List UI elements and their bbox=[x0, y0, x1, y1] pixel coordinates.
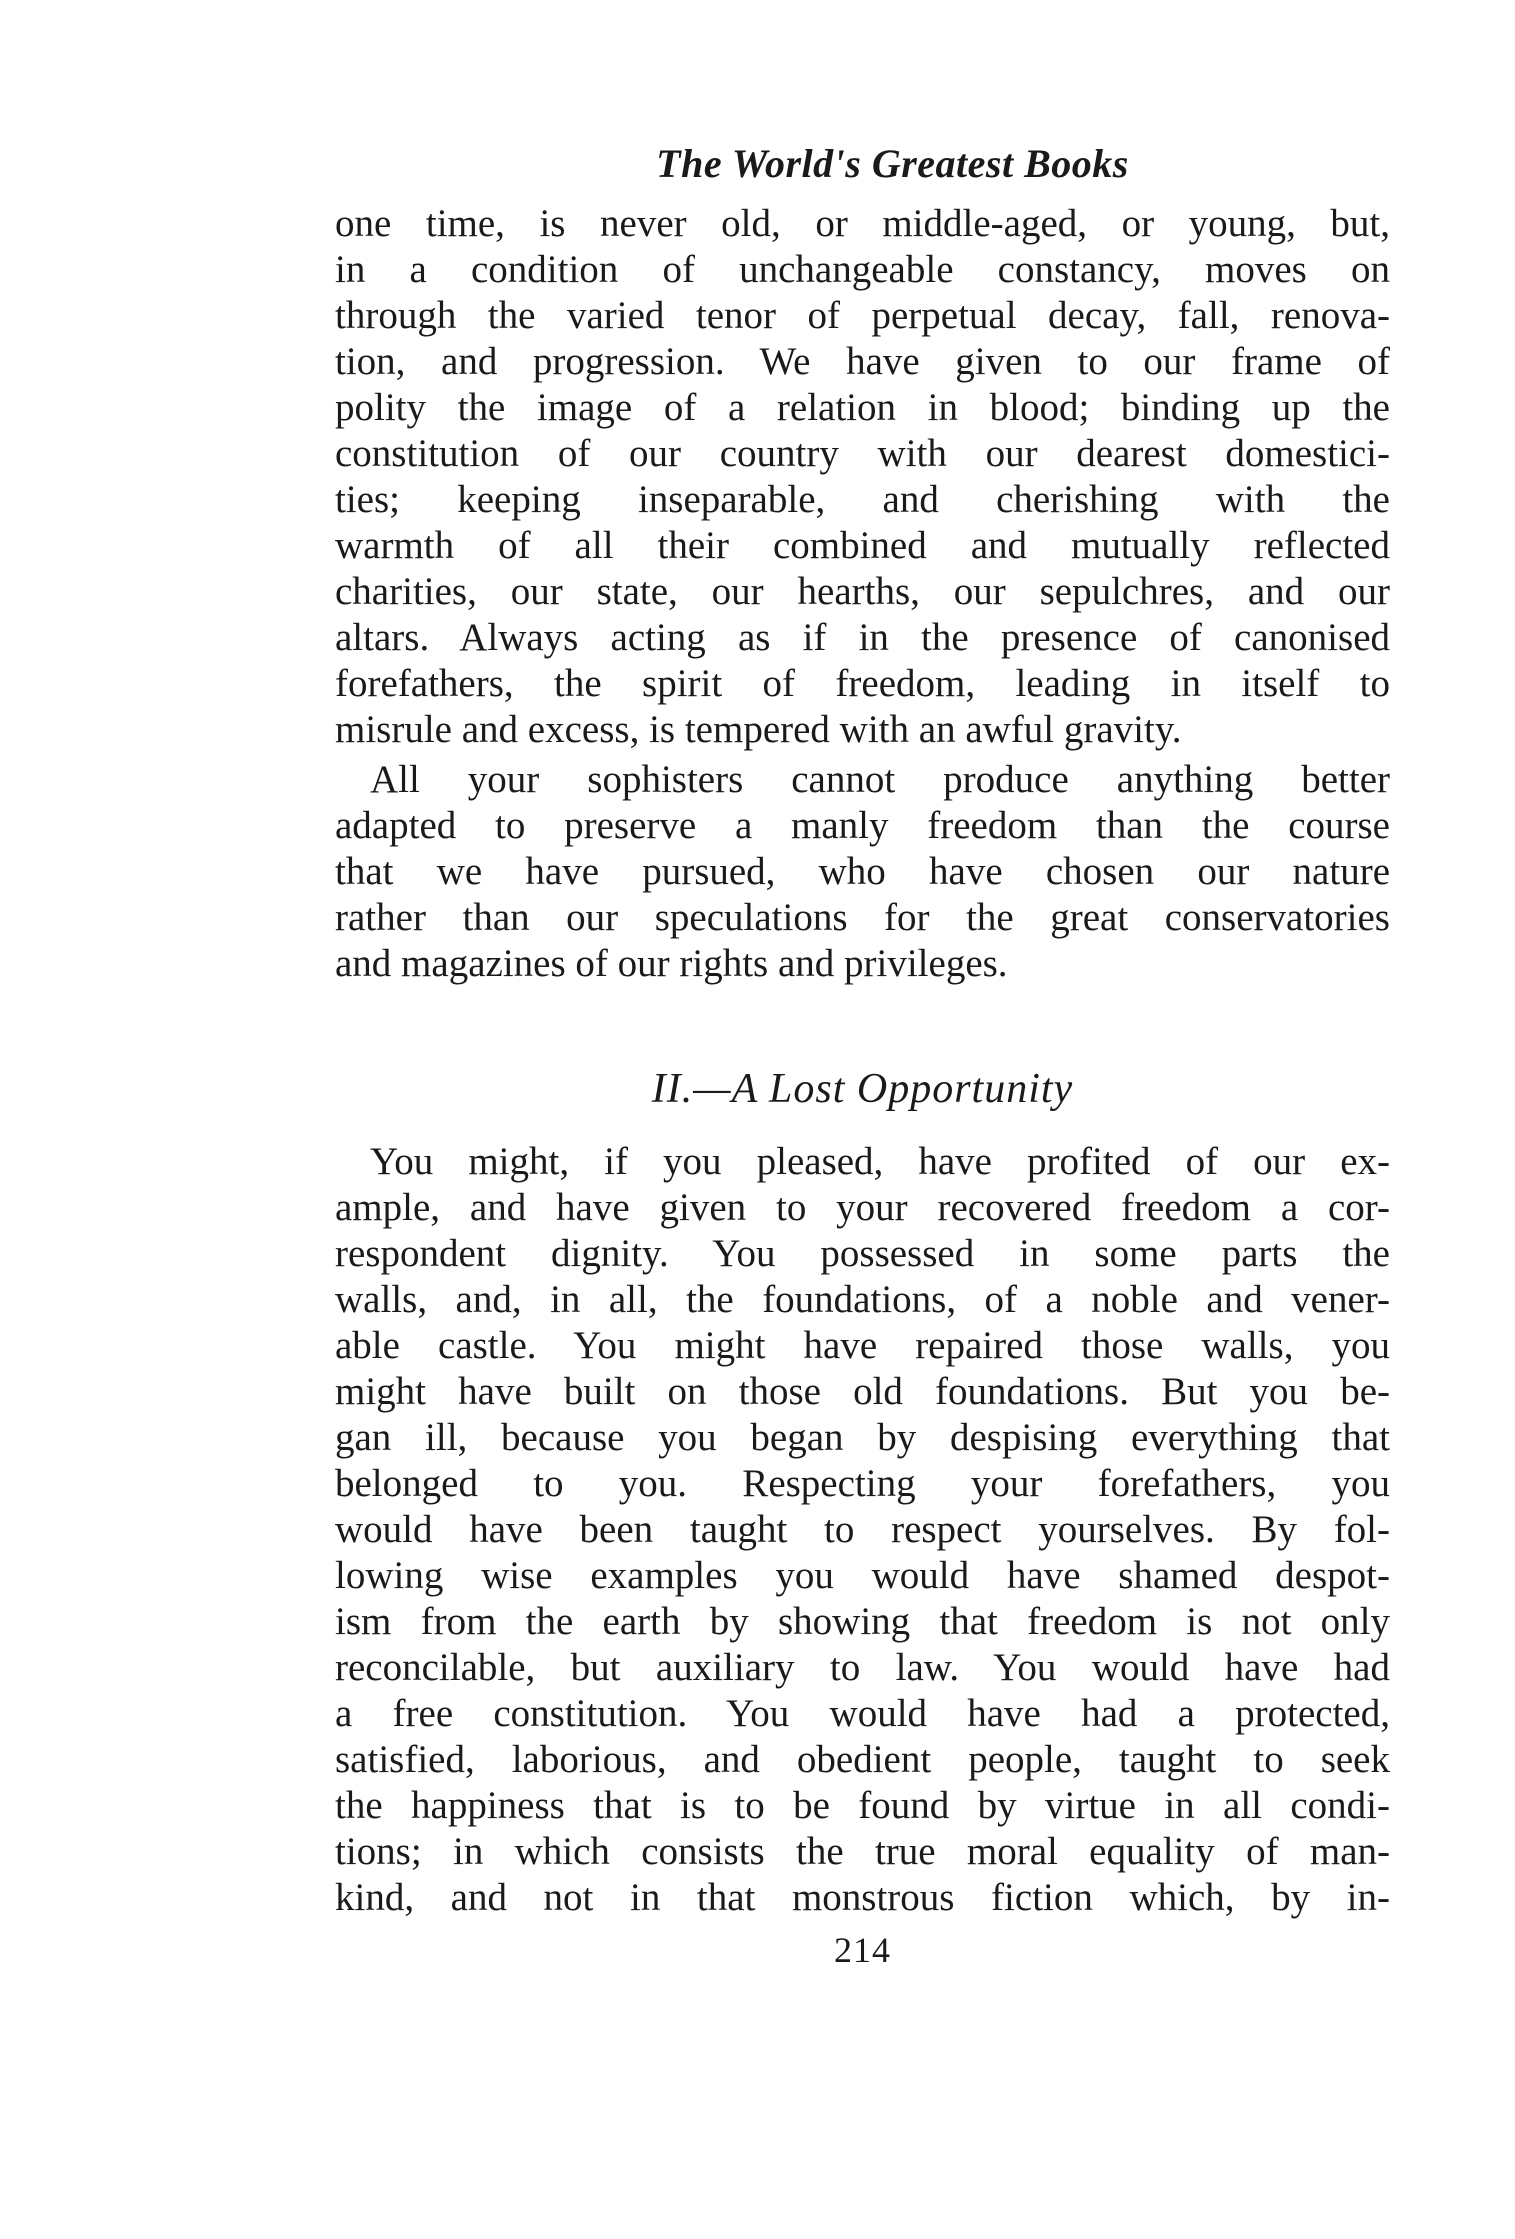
paragraph-2 bbox=[335, 757, 1390, 987]
text-line: ism from the earth by showing that freedom is not only bbox=[335, 1600, 1390, 1643]
page-number: 214 bbox=[834, 1930, 891, 1970]
text-line: adapted to preserve a manly freedom than the course bbox=[335, 804, 1390, 847]
text-line: reconcilable, but auxiliary to law. You would have had bbox=[335, 1646, 1390, 1689]
text-line: charities, our state, our hearths, our sepulchres, and our bbox=[335, 570, 1390, 613]
text-line: ties; keeping inseparable, and cherishing with the bbox=[335, 478, 1390, 521]
text-line: altars. Always acting as if in the presence of canonised bbox=[335, 616, 1390, 659]
text-line: belonged to you. Respecting your forefathers, you bbox=[335, 1462, 1390, 1505]
text-line: You might, if you pleased, have profited of our ex- bbox=[370, 1140, 1390, 1183]
text-line: lowing wise examples you would have shamed despot- bbox=[335, 1554, 1390, 1597]
section-heading: II.—A Lost Opportunity bbox=[651, 1066, 1074, 1112]
text-line: polity the image of a relation in blood; binding up the bbox=[335, 386, 1390, 429]
text-line: All your sophisters cannot produce anything better bbox=[370, 758, 1390, 801]
text-line: respondent dignity. You possessed in some parts the bbox=[335, 1232, 1390, 1275]
text-line: in a condition of unchangeable constancy, moves on bbox=[335, 248, 1390, 291]
text-line: misrule and excess, is tempered with an awful gravity. bbox=[335, 708, 1182, 751]
text-line: able castle. You might have repaired those walls, you bbox=[335, 1324, 1390, 1367]
paragraph-1 bbox=[335, 201, 1390, 753]
text-line: the happiness that is to be found by virtue in all condi- bbox=[335, 1784, 1390, 1827]
text-line: tions; in which consists the true moral equality of man- bbox=[335, 1830, 1390, 1873]
text-line: and magazines of our rights and privileges. bbox=[335, 942, 1008, 985]
text-line: ample, and have given to your recovered freedom a cor- bbox=[335, 1186, 1390, 1229]
text-line: warmth of all their combined and mutually reflected bbox=[335, 524, 1390, 567]
text-line: kind, and not in that monstrous fiction which, by in- bbox=[335, 1876, 1390, 1919]
text-line: gan ill, because you began by despising everything that bbox=[335, 1416, 1390, 1459]
text-line: constitution of our country with our dearest domestici- bbox=[335, 432, 1390, 475]
text-line: might have built on those old foundations. But you be- bbox=[335, 1370, 1390, 1413]
running-head: The World's Greatest Books bbox=[656, 141, 1129, 186]
text-line: tion, and progression. We have given to our frame of bbox=[335, 340, 1390, 383]
section-paragraph bbox=[335, 1139, 1390, 1921]
text-line: rather than our speculations for the great conservatories bbox=[335, 896, 1390, 939]
text-line: a free constitution. You would have had a protected, bbox=[335, 1692, 1390, 1735]
text-line: through the varied tenor of perpetual decay, fall, renova- bbox=[335, 294, 1390, 337]
text-line: that we have pursued, who have chosen our nature bbox=[335, 850, 1390, 893]
text-line: would have been taught to respect yourselves. By fol- bbox=[335, 1508, 1390, 1551]
book-page bbox=[335, 140, 1390, 1971]
text-line: walls, and, in all, the foundations, of a noble and vener- bbox=[335, 1278, 1390, 1321]
text-line: one time, is never old, or middle-aged, or young, but, bbox=[335, 202, 1390, 245]
text-line: forefathers, the spirit of freedom, leading in itself to bbox=[335, 662, 1390, 705]
text-line: satisfied, laborious, and obedient people, taught to seek bbox=[335, 1738, 1390, 1781]
